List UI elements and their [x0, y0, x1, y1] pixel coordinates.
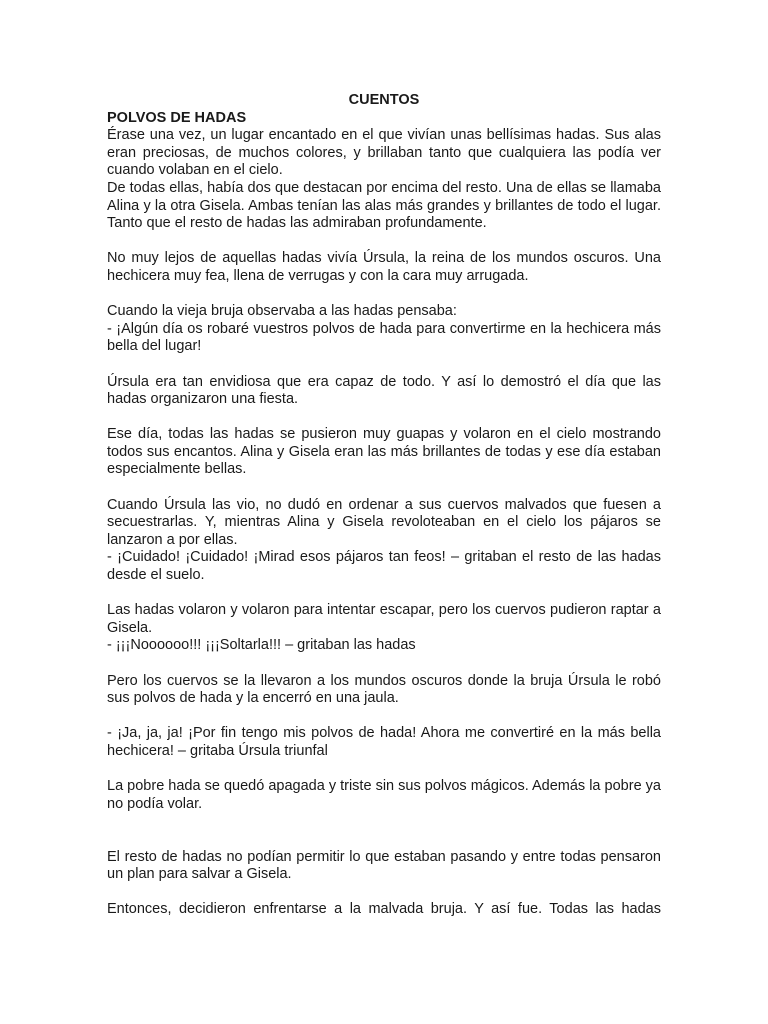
document-title: CUENTOS — [348, 92, 420, 108]
paragraph: Entonces, decidieron enfrentarse a la malvada bruja. Y así fue. Todas las hadas — [107, 901, 661, 918]
paragraph: Las hadas volaron y volaron para intentar escapar, pero los cuervos pudieron raptar a Gisela. — [107, 602, 661, 636]
paragraph: Pero los cuervos se la llevaron a los mundos oscuros donde la bruja Úrsula le robó sus polvos de hada y la encerró en una jaula. — [107, 672, 661, 707]
paragraph: No muy lejos de aquellas hadas vivía Úrsula, la reina de los mundos oscuros. Una hechicera muy fea, llena de verrugas y con la cara muy arrugada. — [107, 250, 661, 284]
dialogue-line: - ¡¡¡Noooooo!!! ¡¡¡Soltarla!!! – gritaban las hadas — [107, 637, 416, 654]
paragraph: Ese día, todas las hadas se pusieron muy guapas y volaron en el cielo mostrando todos sus encantos. Alina y Gisela eran las más brillantes de todas y ese día estaban especialmente bellas. — [107, 426, 661, 478]
dialogue-line: - ¡Algún día os robaré vuestros polvos de hada para convertirme en la hechicera más bella del lugar! — [107, 320, 661, 355]
story-title: POLVOS DE HADAS — [107, 109, 247, 126]
paragraph: De todas ellas, había dos que destacan por encima del resto. Una de ellas se llamaba Alina y la otra Gisela. Ambas tenían las alas más grandes y brillantes de todo el lugar. Tanto que el resto de hadas las admiraban profundamente. — [107, 179, 661, 232]
paragraph: La pobre hada se quedó apagada y triste sin sus polvos mágicos. Además la pobre ya no podía volar. — [107, 778, 661, 812]
paragraph: Érase una vez, un lugar encantado en el que vivían unas bellísimas hadas. Sus alas eran preciosas, de muchos colores, y brillaban tanto que cualquiera las podía ver cuando volaban en el cielo. — [107, 127, 661, 179]
dialogue-line: - ¡Cuidado! ¡Cuidado! ¡Mirad esos pájaros tan feos! – gritaban el resto de las hadas desde el suelo. — [107, 549, 661, 584]
paragraph: Úrsula era tan envidiosa que era capaz de todo. Y así lo demostró el día que las hadas organizaron una fiesta. — [107, 373, 661, 408]
paragraph: Cuando la vieja bruja observaba a las hadas pensaba: — [107, 303, 457, 320]
paragraph: Cuando Úrsula las vio, no dudó en ordenar a sus cuervos malvados que fuesen a secuestrarlas. Y, mientras Alina y Gisela revoloteaban en el cielo los pájaros se lanzaron a por ellas. — [107, 496, 661, 548]
document-body — [107, 92, 661, 919]
paragraph: El resto de hadas no podían permitir lo que estaban pasando y entre todas pensaron un plan para salvar a Gisela. — [107, 848, 661, 883]
dialogue-line: - ¡Ja, ja, ja! ¡Por fin tengo mis polvos de hada! Ahora me convertiré en la más bella hechicera! – gritaba Úrsula triunfal — [107, 725, 661, 759]
